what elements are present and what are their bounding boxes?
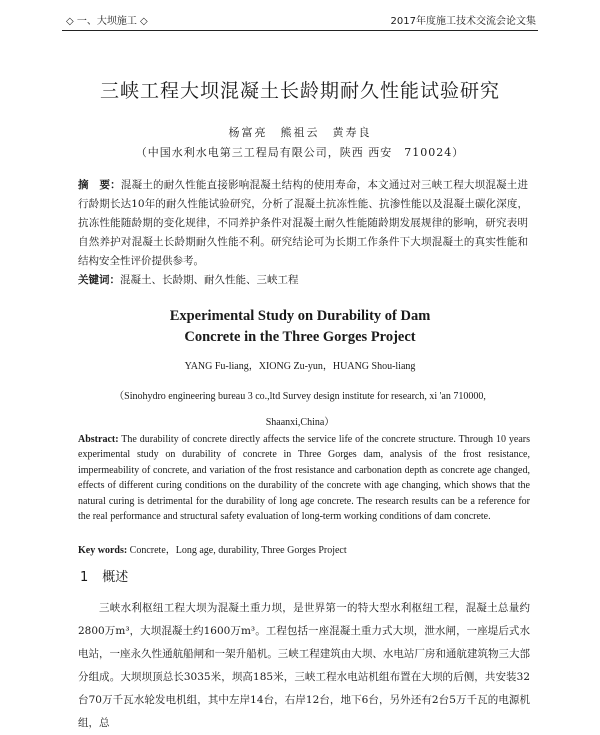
header-rule <box>62 30 538 31</box>
abstract-chinese-text: 混凝土的耐久性能直接影响混凝土结构的使用寿命，本文通过对三峡工程大坝混凝土进行龄期长达10年的耐久性能试验研究，分析了混凝土抗冻性能、抗渗性能以及混凝土碳化深度，抗冻性能随龄期的变化规律，不同养护条件对混凝土耐久性能随龄期发展规律的影响，研究表明自然养护对混凝土长龄期耐久性能不利。研究结论可为长期工作条件下大坝混凝土的真实性能和结构安全性评价提供参考。 <box>78 179 529 267</box>
title-english-line1: Experimental Study on Durability of Dam <box>169 308 431 324</box>
keywords-english <box>78 541 530 556</box>
running-header-left: ◇ 一、大坝施工 ◇ <box>66 16 148 27</box>
running-header-right: 2017年度施工技术交流会论文集 <box>390 16 536 27</box>
keywords-chinese <box>78 272 528 287</box>
abstract-english-label: Abstract: <box>78 434 119 445</box>
title-chinese: 三峡工程大坝混凝土长龄期耐久性能试验研究 <box>99 80 500 102</box>
title-english-line2: Concrete in the Three Gorges Project <box>184 329 416 345</box>
authors-english: YANG Fu-liang，XIONG Zu-yun，HUANG Shou-liang <box>184 361 416 372</box>
affiliation-english: （Sinohydro engineering bureau 3 co.,ltd Survey design institute for research, xi 'an 710000, Shaanxi,China） <box>114 391 486 428</box>
authors-chinese: 杨富亮 熊祖云 黄寿良 <box>228 126 372 139</box>
section-number: 1 <box>80 570 89 585</box>
section-title: 概述 <box>102 570 129 585</box>
keywords-english-text: Concrete，Long age, durability, Three Gorges Project <box>127 545 347 556</box>
keywords-english-label: Key words: <box>78 545 128 556</box>
abstract-english-text: The durability of concrete directly affects the service life of the concrete structure. Through 10 years experimental study on durability of concrete in Three Gorges dam, analysis of the frost resistance, impermeability of concrete, and variation of the frost resistance and carbonation depth as concrete age changed, effects of different curing conditions on the durability of the concrete with age changing, which shows that the natural curing is detrimental for the durability of long age concrete. The research results can be a reference for the real performance and structural safety evaluation of long-term working conditions of dam concrete. <box>78 434 530 523</box>
keywords-chinese-label: 关键词： <box>78 274 120 286</box>
body-paragraph: 三峡水利枢纽工程大坝为混凝土重力坝，是世界第一的特大型水利枢纽工程，混凝土总量约2800万m³，大坝混凝土约1600万m³。工程包括一座混凝土重力式大坝，泄水闸，一座堤后式水电站，一座永久性通航船闸和一架升船机。三峡工程建筑由大坝、水电站厂房和通航建筑物三大部分组成。大坝坝顶总长3035米，坝高185米，三峡工程水电站机组布置在大坝的后侧，共安装32台70万千瓦水轮发电机组，其中左岸14台，右岸12台，地下6台，另外还有2台5万千瓦的电源机组，总 <box>78 602 530 729</box>
abstract-chinese-label: 摘 要： <box>78 179 121 191</box>
section-heading <box>80 566 128 585</box>
title-english <box>0 306 600 348</box>
keywords-chinese-text: 混凝土、长龄期、耐久性能、三峡工程 <box>120 274 299 286</box>
abstract-english <box>78 432 530 524</box>
abstract-chinese <box>78 176 528 271</box>
affiliation-chinese: （中国水利水电第三工程局有限公司，陕西 西安 710024） <box>135 146 465 159</box>
